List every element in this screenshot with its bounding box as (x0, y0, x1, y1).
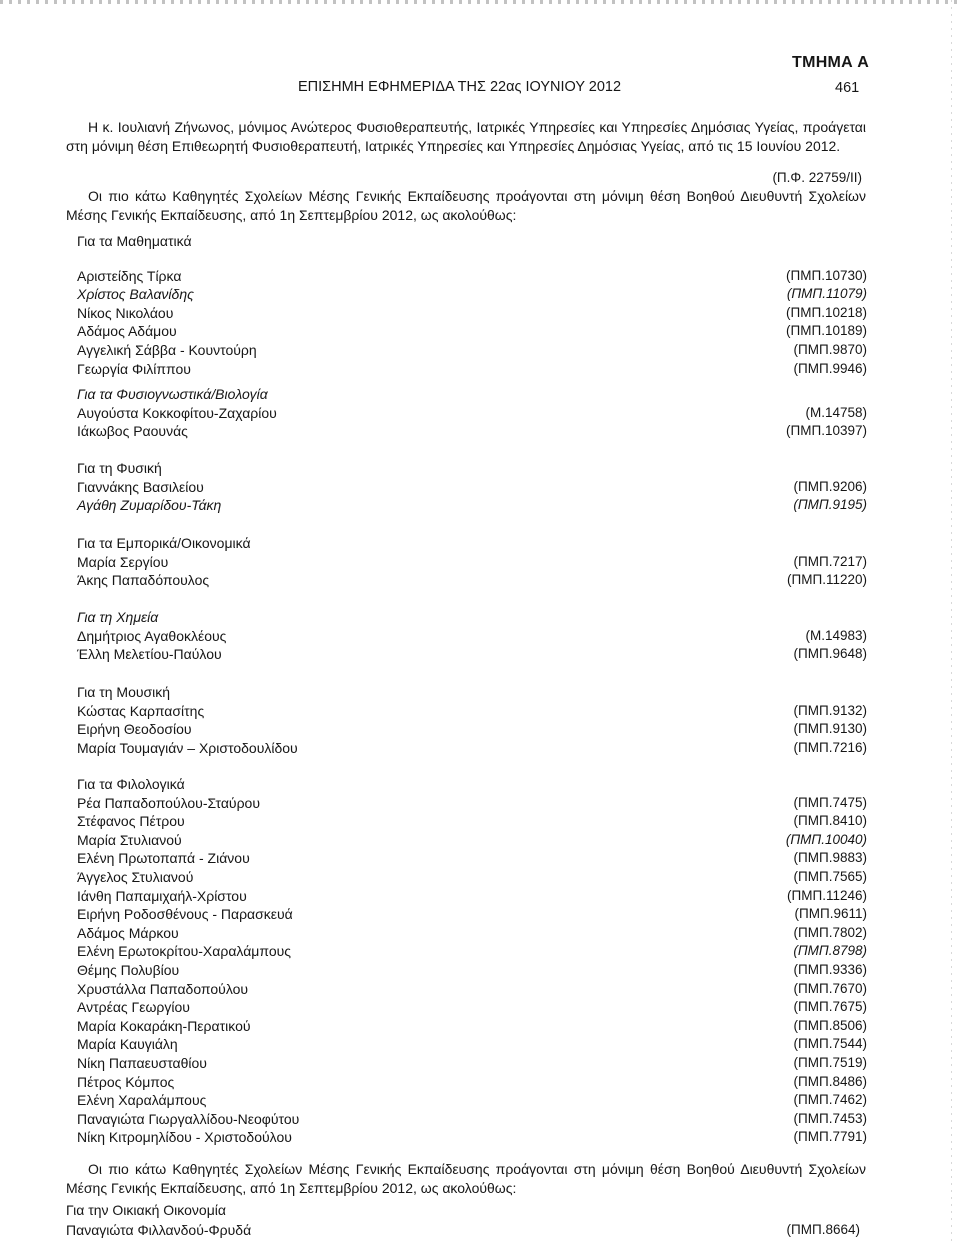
file-reference: (Π.Φ. 22759/ΙΙ) (772, 170, 862, 185)
person-name: Παναγιώτα Γιωργαλλίδου-Νεοφύτου (77, 1110, 300, 1127)
person-code: (ΠΜΠ.9132) (793, 702, 867, 718)
person-name: Αυγούστα Κοκκοφίτου-Ζαχαρίου (77, 404, 277, 421)
person-code: (ΠΜΠ.7670) (793, 980, 867, 996)
person-code: (ΠΜΠ.7802) (793, 924, 867, 940)
list-item (77, 645, 867, 664)
person-code: (Μ.14983) (805, 627, 867, 643)
person-name: Γεωργία Φιλίππου (77, 360, 191, 377)
group-heading-home-economics: Για την Οικιακή Οικονομία (66, 1202, 226, 1218)
person-name: Άγγελος Στυλιανού (77, 868, 194, 885)
person-code: (ΠΜΠ.7453) (793, 1110, 867, 1126)
person-name: Στέφανος Πέτρου (77, 813, 185, 830)
list-item (77, 360, 867, 379)
person-code: (ΠΜΠ.8486) (793, 1073, 867, 1089)
person-name: Ελένη Ερωτοκρίτου-Χαραλάμπους (77, 943, 292, 960)
list-item (77, 267, 867, 286)
person-code: (ΠΜΠ.9946) (793, 360, 867, 376)
person-code: (ΠΜΠ.7791) (793, 1129, 867, 1145)
list-item (77, 1017, 867, 1036)
person-name: Άκης Παπαδόπουλος (77, 572, 210, 589)
person-name: Γιαννάκης Βασιλείου (77, 478, 204, 495)
list-item (77, 794, 867, 813)
person-name: Ιάνθη Παπαμιχαήλ-Χρίστου (77, 887, 247, 904)
person-code: (ΠΜΠ.9870) (793, 341, 867, 357)
person-code: (ΠΜΠ.7462) (793, 1092, 867, 1108)
page-number: 461 (835, 80, 860, 96)
group-heading: Για τα Μαθηματικά (77, 233, 192, 249)
paragraph-text: Η κ. Ιουλιανή Ζήνωνος, μόνιμος Ανώτερος Φυσιοθεραπευτής, Ιατρικές Υπηρεσίες και Υπηρεσίες Δημόσιας Υγείας, προάγεται στη μόνιμη θέση Επιθεωρητή Φυσιοθεραπευτή, Ιατρικές Υπηρεσίες και Υπηρεσίες Δημόσιας Υγείας, από τις 15 Ιουνίου 2012. (66, 119, 866, 154)
person-name: Ελένη Πρωτοπαπά - Ζιάνου (77, 850, 250, 867)
person-name: Νίκος Νικολάου (77, 304, 174, 321)
group-biology (77, 385, 867, 441)
group-music (77, 683, 867, 757)
person-name: Δημήτριος Αγαθοκλέους (77, 627, 227, 644)
list-item (77, 702, 867, 721)
person-code: (ΠΜΠ.8506) (793, 1017, 867, 1033)
person-code: (ΠΜΠ.10189) (785, 323, 867, 339)
person-code: (ΠΜΠ.11220) (786, 572, 867, 588)
person-name: Αριστείδης Τίρκα (77, 267, 182, 284)
list-item (77, 720, 867, 739)
person-code: (ΠΜΠ.9130) (793, 721, 867, 737)
person-name: Νίκη Κιτρομηλίδου - Χριστοδούλου (77, 1129, 292, 1146)
person-name: Πέτρος Κόμπος (77, 1073, 175, 1090)
group-chemistry (77, 608, 867, 664)
person-name: Χρυστάλλα Παπαδοπούλου (77, 980, 249, 997)
list-item (77, 496, 867, 515)
person-code: (ΠΜΠ.7217) (793, 553, 867, 569)
scan-right-edge (951, 0, 952, 1241)
person-name: Αγάθη Ζυμαρίδου-Τάκη (77, 497, 222, 514)
list-item (77, 1035, 867, 1054)
group-heading: Για τα Φυσιογνωστικά/Βιολογία (77, 386, 268, 402)
group-heading: Για τα Εμπορικά/Οικονομικά (77, 535, 251, 551)
person-name: Παναγιώτα Φιλλανδού-Φρυδά (66, 1222, 252, 1238)
list-item (77, 849, 867, 868)
person-name: Μαρία Σεργίου (77, 553, 169, 570)
list-item (77, 868, 867, 887)
person-name: Ιάκωβος Ραουνάς (77, 423, 188, 440)
gazette-title: ΕΠΙΣΗΜΗ ΕΦΗΜΕΡΙΔΑ ΤΗΣ 22ας ΙΟΥΝΙΟΥ 2012 (298, 79, 622, 95)
list-item (77, 341, 867, 360)
list-item (77, 1054, 867, 1073)
person-code: (ΠΜΠ.10218) (785, 304, 867, 320)
person-name: Χρίστος Βαλανίδης (77, 286, 194, 303)
list-item (77, 812, 867, 831)
list-item (77, 905, 867, 924)
person-code: (ΠΜΠ.7544) (793, 1036, 867, 1052)
list-item (77, 924, 867, 943)
section-label: ΤΜΗΜΑ Α (792, 54, 870, 71)
person-code: (ΠΜΠ.11246) (786, 887, 867, 903)
group-physics (77, 459, 867, 515)
person-code: (ΠΜΠ.10730) (785, 267, 867, 283)
person-name: Έλλη Μελετίου-Παύλου (77, 646, 222, 663)
person-code: (ΠΜΠ.9206) (793, 478, 867, 494)
person-name: Θέμης Πολυβίου (77, 961, 180, 978)
list-item (77, 942, 867, 961)
list-item (77, 422, 867, 441)
list-item (77, 1073, 867, 1092)
person-name: Νίκη Παπαευσταθίου (77, 1054, 207, 1071)
list-item (77, 478, 867, 497)
person-name: Αγγελική Σάββα - Κουντούρη (77, 341, 257, 358)
person-code: (ΠΜΠ.7475) (793, 794, 867, 810)
list-item (77, 831, 867, 850)
paragraph-text: Οι πιο κάτω Καθηγητές Σχολείων Μέσης Γενικής Εκπαίδευσης προάγονται στη μόνιμη θέση Βοηθού Διευθυντή Σχολείων Μέσης Γενικής Εκπαίδευσης, από 1η Σεπτεμβρίου 2012, ως ακολούθως: (66, 1161, 866, 1196)
list-item (77, 553, 867, 572)
person-code: (ΠΜΠ.8798) (793, 943, 867, 959)
person-name: Αντρέας Γεωργίου (77, 999, 190, 1016)
person-code: (ΠΜΠ.9611) (794, 906, 867, 922)
group-heading: Για τη Φυσική (77, 460, 162, 476)
list-item (77, 887, 867, 906)
person-code: (Μ.14758) (805, 404, 867, 420)
person-name: Ειρήνη Ροδοσθένους - Παρασκευά (77, 906, 293, 923)
group-heading: Για τη Χημεία (77, 609, 159, 625)
person-code: (ΠΜΠ.7216) (793, 739, 867, 755)
person-code: (ΠΜΠ.10397) (785, 423, 867, 439)
list-item (77, 404, 867, 423)
list-item (77, 285, 867, 304)
person-name: Μαρία Κοκαράκη-Περατικού (77, 1017, 251, 1034)
person-code: (ΠΜΠ.7519) (793, 1054, 867, 1070)
list-item (77, 998, 867, 1017)
list-item (77, 571, 867, 590)
person-code: (ΠΜΠ.9195) (793, 497, 867, 513)
list-item (77, 1110, 867, 1129)
list-item (77, 980, 867, 999)
person-code: (ΠΜΠ.9648) (793, 646, 867, 662)
list-item (77, 304, 867, 323)
list-item (77, 1128, 867, 1147)
person-name: Ειρήνη Θεοδοσίου (77, 721, 192, 738)
list-item (77, 961, 867, 980)
person-name: Ελένη Χαραλάμπους (77, 1092, 207, 1109)
person-code: (ΠΜΠ.7565) (793, 868, 867, 884)
group-heading: Για τα Φιλολογικά (77, 776, 185, 792)
list-item (66, 1221, 860, 1240)
person-name: Μαρία Τουμαγιάν – Χριστοδουλίδου (77, 739, 298, 756)
group-philology (77, 775, 867, 1147)
paragraph-text: Οι πιο κάτω Καθηγητές Σχολείων Μέσης Γενικής Εκπαίδευσης προάγονται στη μόνιμη θέση Βοηθού Διευθυντή Σχολείων Μέσης Γενικής Εκπαίδευσης, από 1η Σεπτεμβρίου 2012, ως ακολούθως: (66, 188, 866, 223)
person-code: (ΠΜΠ.11079) (786, 286, 867, 302)
group-mathematics (77, 232, 867, 378)
person-name: Αδάμος Μάρκου (77, 924, 179, 941)
person-code: (ΠΜΠ.9883) (793, 850, 867, 866)
list-item (77, 627, 867, 646)
paragraph-promotion-intro-2 (66, 1160, 866, 1197)
scan-top-edge (0, 0, 960, 4)
person-code: (ΠΜΠ.10040) (785, 831, 867, 847)
person-name: Μαρία Στυλιανού (77, 831, 182, 848)
person-code: (ΠΜΠ.8664) (786, 1222, 860, 1237)
group-economics (77, 534, 867, 590)
paragraph-promotion-intro (66, 187, 866, 224)
list-item (77, 739, 867, 758)
list-item (77, 1091, 867, 1110)
list-item (77, 322, 867, 341)
paragraph-promotion-physiotherapist (66, 118, 866, 155)
person-name: Μαρία Καυγιάλη (77, 1036, 178, 1053)
person-code: (ΠΜΠ.7675) (793, 999, 867, 1015)
person-name: Κώστας Καρπασίτης (77, 702, 205, 719)
person-name: Ρέα Παπαδοπούλου-Σταύρου (77, 794, 260, 811)
person-code: (ΠΜΠ.9336) (793, 961, 867, 977)
person-name: Αδάμος Αδάμου (77, 323, 177, 340)
person-code: (ΠΜΠ.8410) (793, 813, 867, 829)
group-heading: Για τη Μουσική (77, 684, 171, 700)
